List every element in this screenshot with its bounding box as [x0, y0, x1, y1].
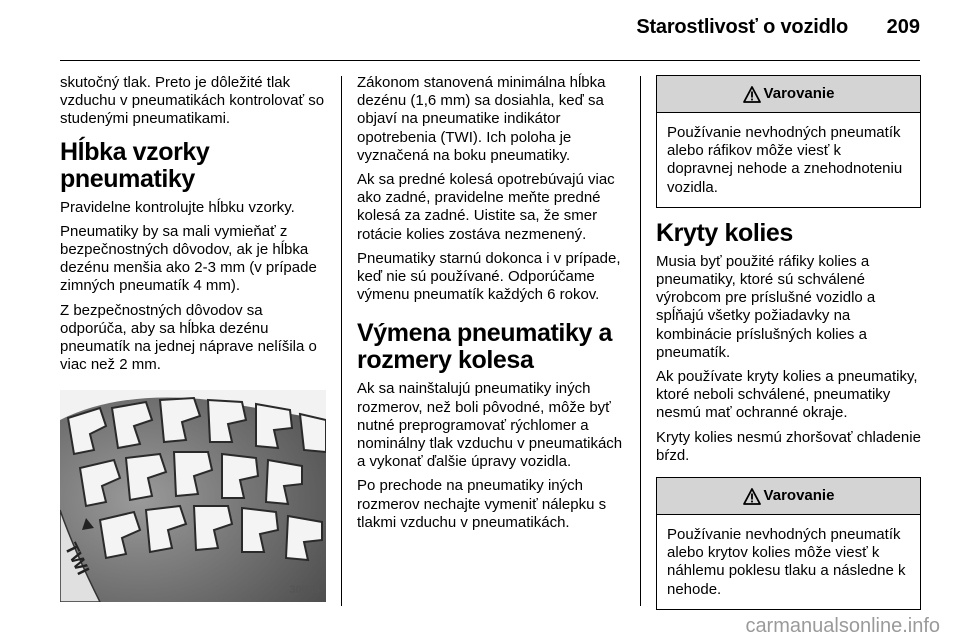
paragraph: Pneumatiky starnú dokonca i v prípade, keď nie sú používané. Odporúčame výmenu pneumatík každých 6 rokov. [357, 249, 621, 304]
paragraph: Pneumatiky by sa mali vymieňať z bezpečnostných dôvodov, ak je hĺbka dezénu menšia ako 2-3 mm (v prípade zimných pneumatík 4 mm). [60, 222, 317, 295]
tire-tread-illustration [60, 390, 326, 602]
warning-text: Používanie nevhodných pneumatík alebo ráfikov môže viesť k dopravnej nehode a znehodnoteniu vozidla. [667, 124, 903, 196]
column-2 [357, 74, 623, 538]
warning-header [657, 76, 920, 113]
page-number: 209 [886, 16, 920, 38]
column-divider [341, 76, 342, 606]
paragraph: Z bezpečnostných dôvodov sa odporúča, aby sa hĺbka dezénu pneumatík na jednej náprave nelíšila o viac než 2 mm. [60, 301, 317, 374]
column-divider [640, 76, 641, 606]
sidewall-twi-label: TWI [60, 539, 94, 579]
heading-wheel-covers: Kryty kolies [656, 218, 793, 247]
warning-box [656, 477, 921, 610]
warning-box [656, 75, 921, 208]
intro-paragraph: skutočný tlak. Preto je dôležité tlak vzduchu v pneumatikách kontrolovať so studenými pneumatikami. [60, 74, 325, 128]
section-title: Starostlivosť o vozidlo [636, 16, 848, 38]
warning-title: Varovanie [763, 84, 835, 102]
paragraph: Musia byť použité ráfiky kolies a pneumatiky, ktoré sú schválené výrobcom pre príslušné vozidlo a spĺňajú všetky požiadavky na kombinácie príslušných kolies a pneumatík. [656, 252, 876, 361]
warning-header [657, 478, 920, 515]
paragraph: Pravidelne kontrolujte hĺbku vzorky. [60, 198, 295, 216]
page-header [0, 0, 960, 62]
header-rule [60, 60, 920, 61]
figure-number: 30055 [289, 584, 320, 597]
column-3 [656, 74, 921, 610]
heading-tire-replacement: Výmena pneumatiky a rozmery kolesa [357, 319, 613, 375]
paragraph: Po prechode na pneumatiky iných rozmerov nechajte vymeniť nálepku s tlakmi vzduchu v pneumatikách. [357, 477, 607, 531]
watermark: carmanualsonline.info [745, 615, 940, 637]
paragraph: Kryty kolies nesmú zhoršovať chladenie bŕzd. [656, 428, 921, 464]
tire-tread-figure [60, 390, 326, 602]
paragraph: Ak sa predné kolesá opotrebúvajú viac ako zadné, pravidelne meňte predné kolesá za zadné. Uistite sa, že smer rotácie kolies zostáva nezmenený. [357, 171, 615, 243]
column-1 [60, 74, 326, 602]
warning-triangle-icon [743, 488, 761, 505]
heading-tread-depth: Hĺbka vzorky pneumatiky [60, 137, 210, 193]
warning-text: Používanie nevhodných pneumatík alebo krytov kolies môže viesť k náhlemu poklesu tlaku a následne k nehode. [667, 526, 906, 598]
warning-triangle-icon [743, 86, 761, 103]
warning-title: Varovanie [763, 486, 835, 504]
paragraph: Zákonom stanovená minimálna hĺbka dezénu (1,6 mm) sa dosiahla, keď sa objaví na pneumatike indikátor opotrebenia (TWI). Ich poloha je vyznačená na boku pneumatiky. [357, 74, 606, 164]
paragraph: Ak používate kryty kolies a pneumatiky, ktoré neboli schválené, pneumatiky nesmú mať ochranné okraje. [656, 368, 918, 422]
paragraph: Ak sa nainštalujú pneumatiky iných rozmerov, než boli pôvodné, môže byť nutné preprogramovať rýchlomer a nominálny tlak vzduchu v pneumatikách a vykonať ďalšie úpravy vozidla. [357, 380, 623, 471]
